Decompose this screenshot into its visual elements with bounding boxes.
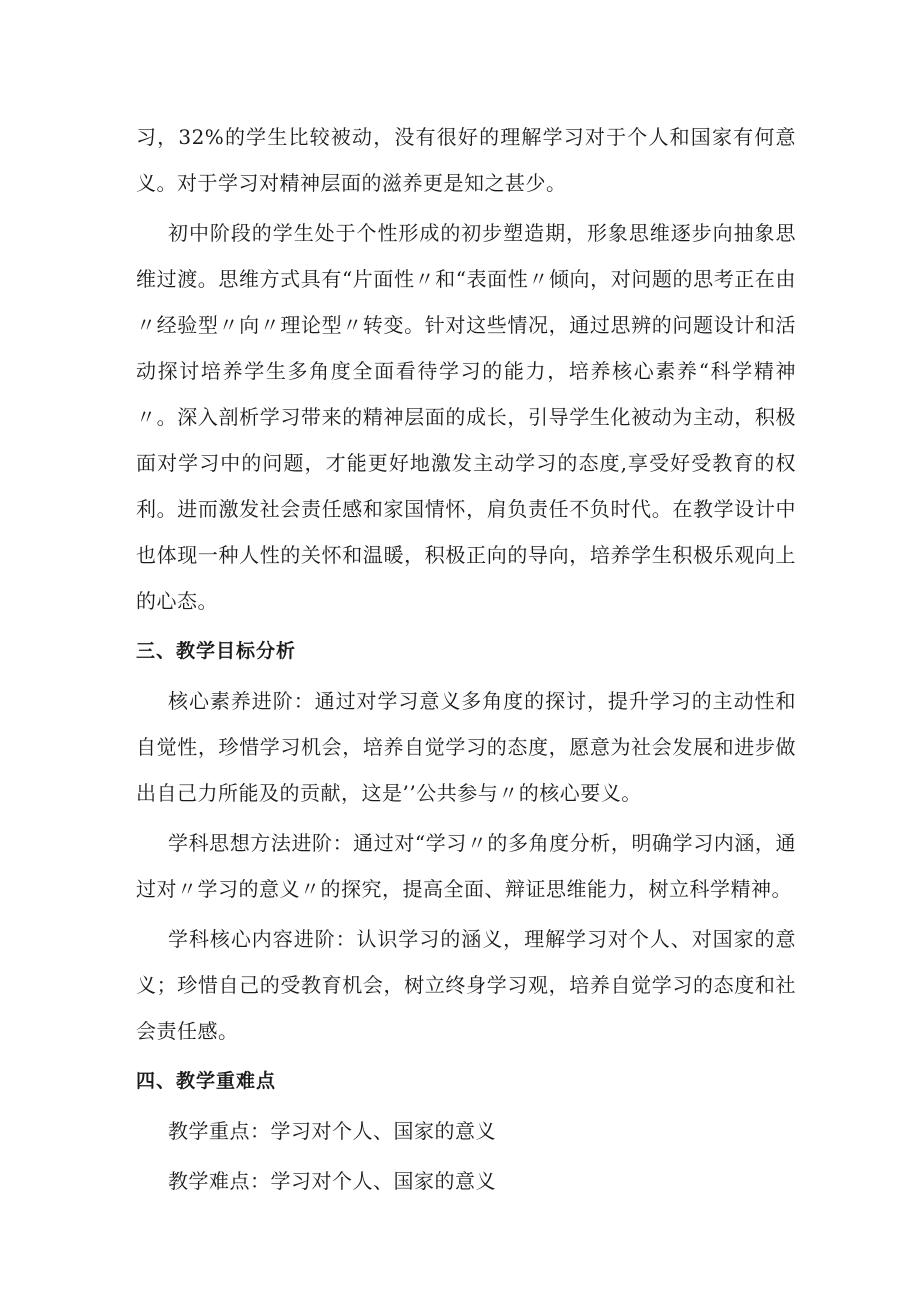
paragraph-student-analysis: 初中阶段的学生处于个性形成的初步塑造期，形象思维逐步向抽象思维过渡。思维方式具有“片面性〃和“表面性〃倾向，对问题的思考正在由〃经验型〃向〃理论型〃转变。针对这些情况，通过思辨的问题设计和活动探讨培养学生多角度全面看待学习的能力，培养核心素养“科学精神〃。深入剖析学习带来的精神层面的成长，引导学生化被动为主动，积极面对学习中的问题，才能更好地激发主动学习的态度,享受好受教育的权利。进而激发社会责任感和家国情怀，肩负责任不负时代。在教学设计中也体现一种人性的关怀和温暖，积极正向的导向，培养学生积极乐观向上的心态。 [136, 221, 796, 613]
paragraph-core-content: 学科核心内容进阶：认识学习的涵义，理解学习对个人、对国家的意义；珍惜自己的受教育机会，树立终身学习观，培养自觉学习的态度和社会责任感。 [136, 927, 796, 1043]
paragraph-intro-continuation: 习，32%的学生比较被动，没有很好的理解学习对于个人和国家有何意义。对于学习对精神层面的滋养更是知之甚少。 [136, 125, 796, 195]
document-body [136, 114, 796, 1204]
paragraph-thinking-method: 学科思想方法进阶：通过对“学习〃的多角度分析，明确学习内涵，通过对〃学习的意义〃的探究，提高全面、辩证思维能力，树立科学精神。 [136, 831, 796, 901]
section-heading-key-difficult-points: 四、教学重难点 [136, 1070, 277, 1092]
key-point-line: 教学重点：学习对个人、国家的意义 [168, 1119, 496, 1143]
paragraph-core-literacy: 核心素养进阶：通过对学习意义多角度的探讨，提升学习的主动性和自觉性，珍惜学习机会，培养自觉学习的态度，愿意为社会发展和进步做出自己力所能及的贡献，这是’’公共参与〃的核心要义。 [136, 689, 796, 805]
difficult-point-line: 教学难点：学习对个人、国家的意义 [168, 1169, 496, 1193]
section-heading-teaching-goals: 三、教学目标分析 [136, 640, 297, 662]
